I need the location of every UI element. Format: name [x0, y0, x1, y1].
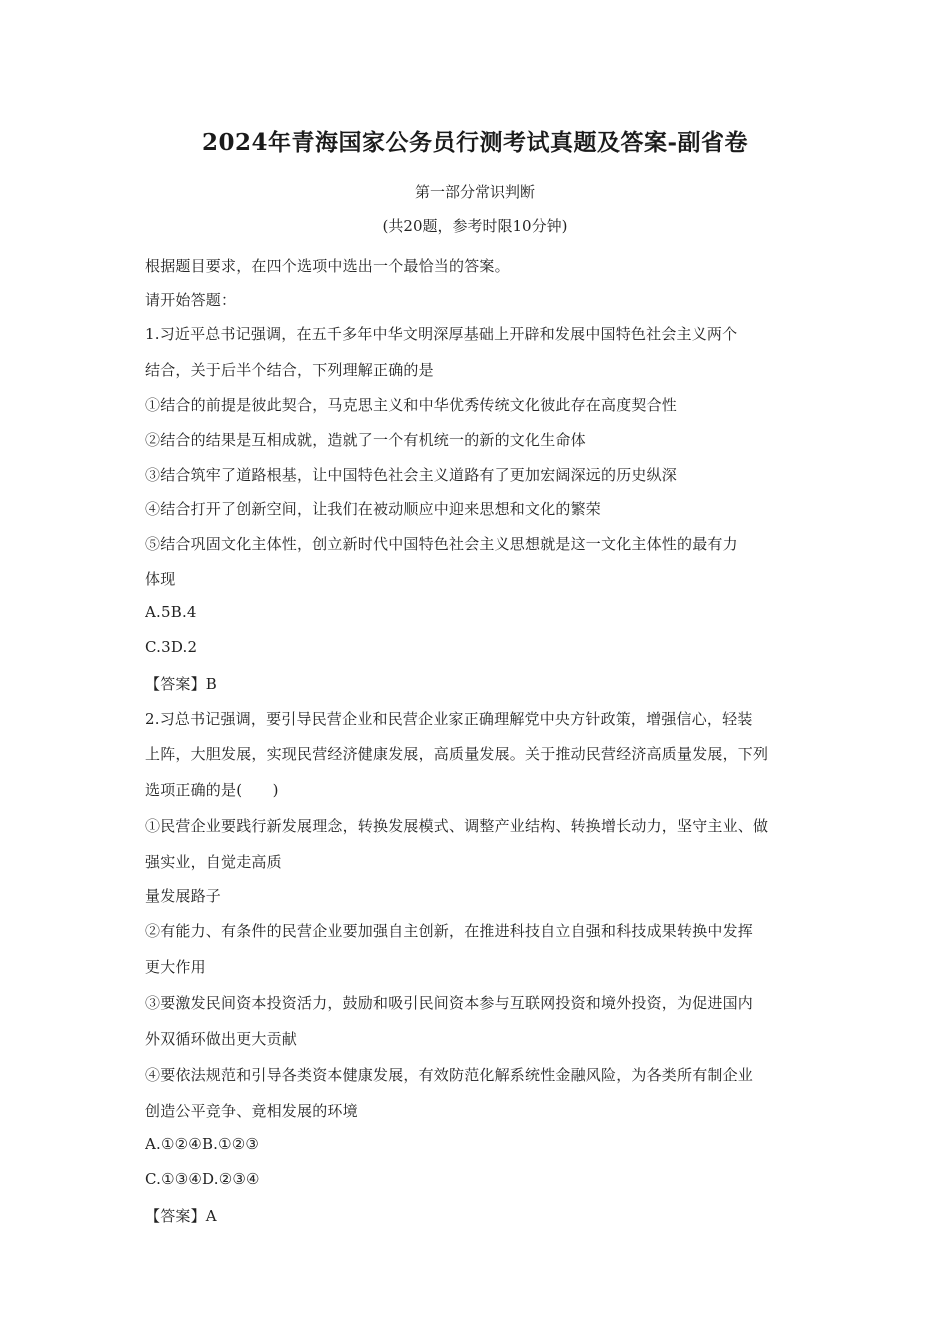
q2-stem-line-3: 选项正确的是( ) [145, 781, 279, 799]
q1-choices-ab: A.5B.4 [145, 603, 197, 621]
q2-option-1-line-1: ①民营企业要践行新发展理念，转换发展模式、调整产业结构、转换增长动力，坚守主业、做 [145, 817, 769, 835]
start-prompt: 请开始答题： [145, 291, 237, 309]
q2-answer: 【答案】A [145, 1207, 217, 1225]
q1-option-3: ③结合筑牢了道路根基，让中国特色社会主义道路有了更加宏阔深远的历史纵深 [145, 466, 678, 484]
q2-option-2-line-2: 更大作用 [145, 958, 206, 976]
q2-option-1-line-3: 量发展路子 [145, 887, 222, 905]
q1-option-5-line-1: ⑤结合巩固文化主体性，创立新时代中国特色社会主义思想就是这一文化主体性的最有力 [145, 535, 738, 553]
q1-stem-line-2: 结合，关于后半个结合，下列理解正确的是 [145, 361, 434, 379]
q2-option-3-line-2: 外双循环做出更大贡献 [145, 1030, 298, 1048]
section-title: 第一部分常识判断 [414, 183, 535, 201]
instructions: 根据题目要求，在四个选项中选出一个最恰当的答案。 [145, 257, 510, 275]
q2-option-4-line-1: ④要依法规范和引导各类资本健康发展，有效防范化解系统性金融风险，为各类所有制企业 [145, 1066, 754, 1084]
q1-answer: 【答案】B [145, 675, 218, 693]
q1-choices-cd: C.3D.2 [145, 638, 198, 656]
q2-choices-cd: C.①③④D.②③④ [145, 1170, 260, 1188]
document-title: 2024年青海国家公务员行测考试真题及答案-副省卷 [201, 129, 749, 156]
q1-option-5-line-2: 体现 [145, 570, 176, 588]
q2-stem-line-2: 上阵，大胆发展，实现民营经济健康发展，高质量发展。关于推动民营经济高质量发展，下列 [145, 745, 769, 763]
q1-option-4: ④结合打开了创新空间，让我们在被动顺应中迎来思想和文化的繁荣 [145, 500, 602, 518]
q1-stem-line-1: 1.习近平总书记强调，在五千多年中华文明深厚基础上开辟和发展中国特色社会主义两个 [145, 325, 738, 343]
q2-option-1-line-2: 强实业，自觉走高质 [145, 853, 282, 871]
q1-option-2: ②结合的结果是互相成就，造就了一个有机统一的新的文化生命体 [145, 431, 586, 449]
q2-option-2-line-1: ②有能力、有条件的民营企业要加强自主创新，在推进科技自立自强和科技成果转换中发挥 [145, 922, 754, 940]
q2-stem-line-1: 2.习总书记强调，要引导民营企业和民营企业家正确理解党中央方针政策，增强信心，轻装 [145, 710, 753, 728]
section-note: (共20题，参考时限10分钟) [382, 217, 568, 235]
q2-choices-ab: A.①②④B.①②③ [145, 1135, 260, 1153]
q2-option-4-line-2: 创造公平竞争、竟相发展的环境 [145, 1102, 358, 1120]
q1-option-1: ①结合的前提是彼此契合，马克思主义和中华优秀传统文化彼此存在高度契合性 [145, 396, 678, 414]
q2-option-3-line-1: ③要激发民间资本投资活力，鼓励和吸引民间资本参与互联网投资和境外投资，为促进国内 [145, 994, 754, 1012]
